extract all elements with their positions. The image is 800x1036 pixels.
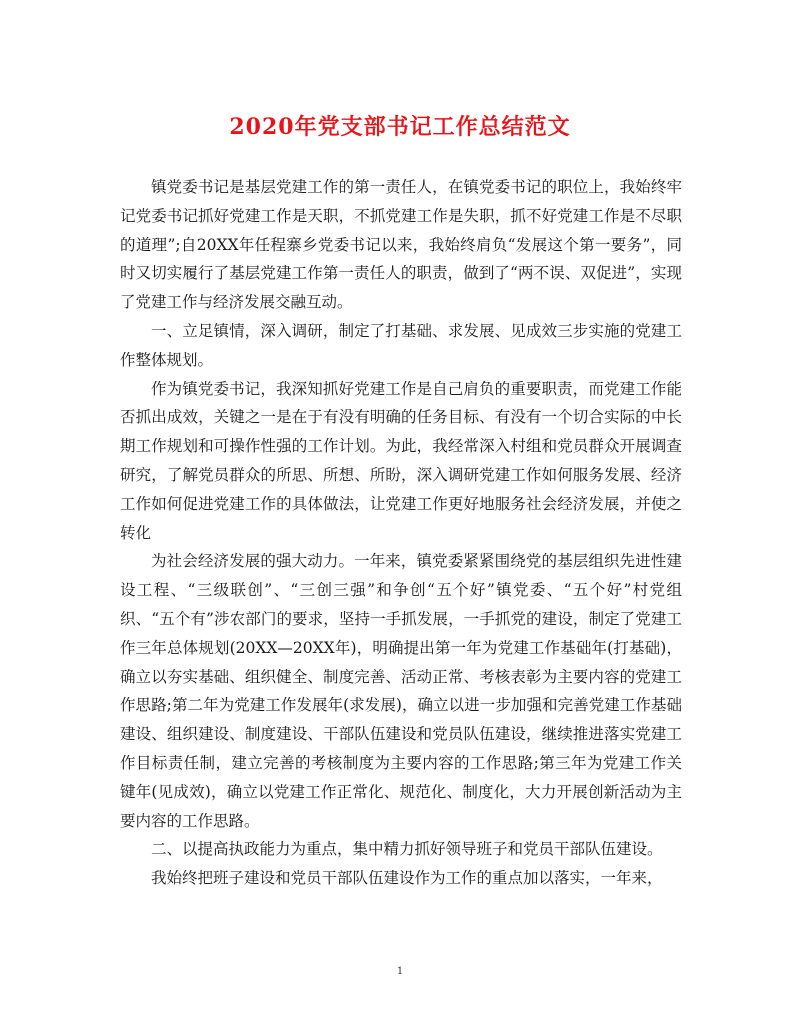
paragraph: 为社会经济发展的强大动力。一年来，镇党委紧紧围绕党的基层组织先进性建设工程、“三级联创”、“三创三强”和争创“五个好”镇党委、“五个好”村党组织、“五个有”涉农部门的要求，坚持一手抓发展，一手抓党的建设，制定了党建工作三年总体规划(20XX—20XX年)，明确提出第一年为党建工作基础年(打基础)，确立以夯实基础、组织健全、制度完善、活动正常、考核表彰为主要内容的党建工作思路;第二年为党建工作发展年(求发展)，确立以进一步加强和完善党建工作基础建设、组织建设、制度建设、干部队伍建设和党员队伍建设，继续推进落实党建工作目标责任制，建立完善的考核制度为主要内容的工作思路;第三年为党建工作关键年(见成效)，确立以党建工作正常化、规范化、制度化，大力开展创新活动为主要内容的工作思路。 — [120, 552, 682, 830]
paragraph: 作为镇党委书记，我深知抓好党建工作是自己肩负的重要职责，而党建工作能否抓出成效，关键之一是在于有没有明确的任务目标、有没有一个切合实际的中长期工作规划和可操作性强的工作计划。为此，我经常深入村组和党员群众开展调查研究，了解党员群众的所思、所想、所盼，深入调研党建工作如何服务发展、经济工作如何促进党建工作的具体做法，让党建工作更好地服务社会经济发展，并使之转化 — [120, 379, 682, 542]
paragraph: 二、以提高执政能力为重点，集中精力抓好领导班子和党员干部队伍建设。 — [151, 840, 663, 859]
paragraph: 我始终把班子建设和党员干部队伍建设作为工作的重点加以落实，一年来， — [151, 869, 663, 888]
document-title: 2020年党支部书记工作总结范文 — [229, 114, 571, 140]
document-body — [120, 173, 682, 893]
paragraph: 镇党委书记是基层党建工作的第一责任人，在镇党委书记的职位上，我始终牢记党委书记抓好党建工作是天职，不抓党建工作是失职，抓不好党建工作是不尽职的道理”;自20XX年任程寨乡党委书记以来，我始终肩负“发展这个第一要务”，同时又切实履行了基层党建工作第一责任人的职责，做到了“两不误、双促进”，实现了党建工作与经济发展交融互动。 — [120, 178, 682, 312]
page-number: 1 — [396, 966, 404, 977]
paragraph: 一、立足镇情，深入调研，制定了打基础、求发展、见成效三步实施的党建工作整体规划。 — [120, 321, 682, 369]
